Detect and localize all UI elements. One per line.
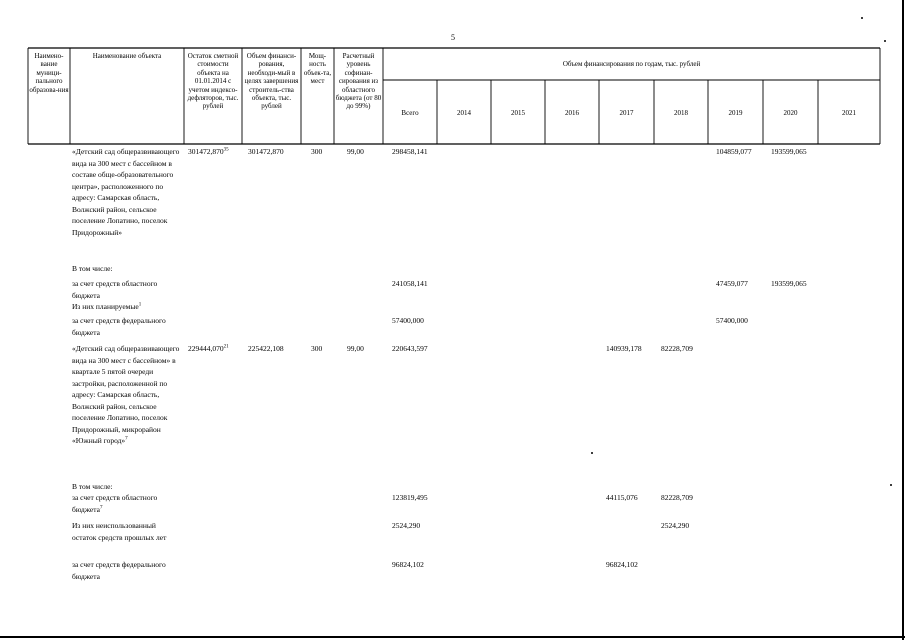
header-cofinancing-level: Расчетный уровень софинан-сирования из областного бюджета (от 80 до 99%) — [335, 52, 382, 111]
row1-planned-label — [72, 301, 141, 313]
header-year-2018: 2018 — [674, 109, 688, 117]
row2-unused-2018: 2524,290 — [661, 521, 690, 530]
row1-federal-budget-label: за счет средств федерального бюджета — [72, 316, 166, 337]
row2-federal-budget-label: за счет средств федерального бюджета — [72, 560, 166, 581]
row1-2020: 193599,065 — [771, 147, 807, 156]
header-year-2020: 2020 — [783, 109, 798, 117]
row1-federal-total: 57400,000 — [392, 316, 424, 325]
row2-regional-2017: 44115,076 — [606, 493, 638, 502]
row2-unused-total: 2524,290 — [392, 521, 421, 530]
header-year-2021: 2021 — [842, 109, 856, 117]
row2-regional-budget-text: за счет средств областного бюджета — [72, 493, 158, 514]
row1-remaining-cost-footnote: 35 — [223, 147, 229, 153]
header-year-2016: 2016 — [565, 109, 579, 117]
row1-capacity: 300 — [311, 147, 323, 156]
header-year-2015: 2015 — [511, 109, 525, 117]
row2-remaining-cost-footnote: 21 — [223, 344, 229, 350]
row2-regional-2018: 82228,709 — [661, 493, 693, 502]
scan-edge-bottom — [0, 636, 905, 638]
page-number: 5 — [451, 33, 455, 42]
row1-planned-footnote: 1 — [138, 302, 142, 308]
row2-object-name — [72, 343, 180, 447]
row1-regional-total: 241058,141 — [392, 279, 428, 288]
scan-speck — [884, 40, 886, 42]
row2-remaining-cost-value: 229444,070 — [188, 344, 224, 353]
row2-regional-total: 123819,495 — [392, 493, 428, 502]
row1-planned-text: Из них планируемые — [72, 302, 139, 311]
header-year-2019: 2019 — [728, 109, 743, 117]
row2-unused-balance-label: Из них неиспользованный остаток средств прошлых лет — [72, 521, 167, 542]
row2-2017: 140939,178 — [606, 344, 642, 353]
header-capacity: Мощ-ность объек-та, мест — [303, 52, 332, 86]
row2-object-name-footnote: 7 — [125, 436, 128, 442]
header-year-2017: 2017 — [619, 109, 634, 117]
row2-financing-volume: 225422,108 — [248, 344, 284, 353]
header-remaining-cost: Остаток сметной стоимости объекта на 01.01.2014 с учетом индексо-дефляторов, тыс. рублей — [187, 52, 239, 111]
row2-remaining-cost — [188, 343, 229, 355]
scan-speck — [890, 484, 892, 486]
header-financing-volume: Объем финанси-рования, необходи-мый в целях завершения строитель-ства объекта, тыс. рублей — [244, 52, 299, 111]
row1-regional-2019: 47459,077 — [716, 279, 748, 288]
header-municipality: Наимено-вание муници-пального образова-ния — [29, 52, 69, 94]
row1-remaining-cost-value: 301472,870 — [188, 147, 224, 156]
header-object-name: Наименование объекта — [92, 52, 162, 60]
header-year-total: Всего — [401, 109, 419, 117]
row2-object-name-text: «Детский сад общеразвивающего вида на 300 мест с бассейном» в квартале 5 пятой очереди застройки, расположенной по адресу: Самарская область, Волжский район, сельское поселение Лопатино, поселок Придорожный, микрорайон «Южный город» — [72, 344, 180, 445]
header-year-2014: 2014 — [457, 109, 471, 117]
row1-financing-volume: 301472,870 — [248, 147, 284, 156]
row2-cofinancing-level: 99,00 — [347, 344, 364, 353]
row1-including-label: В том числе: — [72, 264, 113, 273]
row2-federal-total: 96824,102 — [392, 560, 424, 569]
row1-object-name: «Детский сад общеразвивающего вида на 300 мест с бассейном в составе обще-образовательного центра», расположенного по адресу: Самарская область, Волжский район, сельское поселение Лопатино, поселок Придорожный» — [72, 147, 180, 237]
row1-regional-budget-label: за счет средств областного бюджета — [72, 279, 158, 300]
scan-speck — [861, 17, 863, 19]
row1-total: 298458,141 — [392, 147, 428, 156]
row1-remaining-cost — [188, 146, 229, 158]
scan-edge-right — [902, 0, 904, 640]
row2-regional-budget-footnote: 7 — [99, 505, 103, 510]
row1-federal-2019: 57400,000 — [716, 316, 748, 325]
row1-cofinancing-level: 99,00 — [347, 147, 364, 156]
header-financing-by-years: Объем финансирования по годам, тыс. рублей — [562, 60, 701, 68]
row2-capacity: 300 — [311, 344, 323, 353]
row2-regional-budget-label — [72, 492, 180, 515]
scan-speck — [591, 452, 593, 454]
row1-2019: 104859,077 — [716, 147, 752, 156]
row2-2018: 82228,709 — [661, 344, 693, 353]
row2-total: 220643,597 — [392, 344, 428, 353]
row2-including-label: В том числе: — [72, 482, 113, 491]
row2-federal-2017: 96824,102 — [606, 560, 638, 569]
row1-regional-2020: 193599,065 — [771, 279, 807, 288]
